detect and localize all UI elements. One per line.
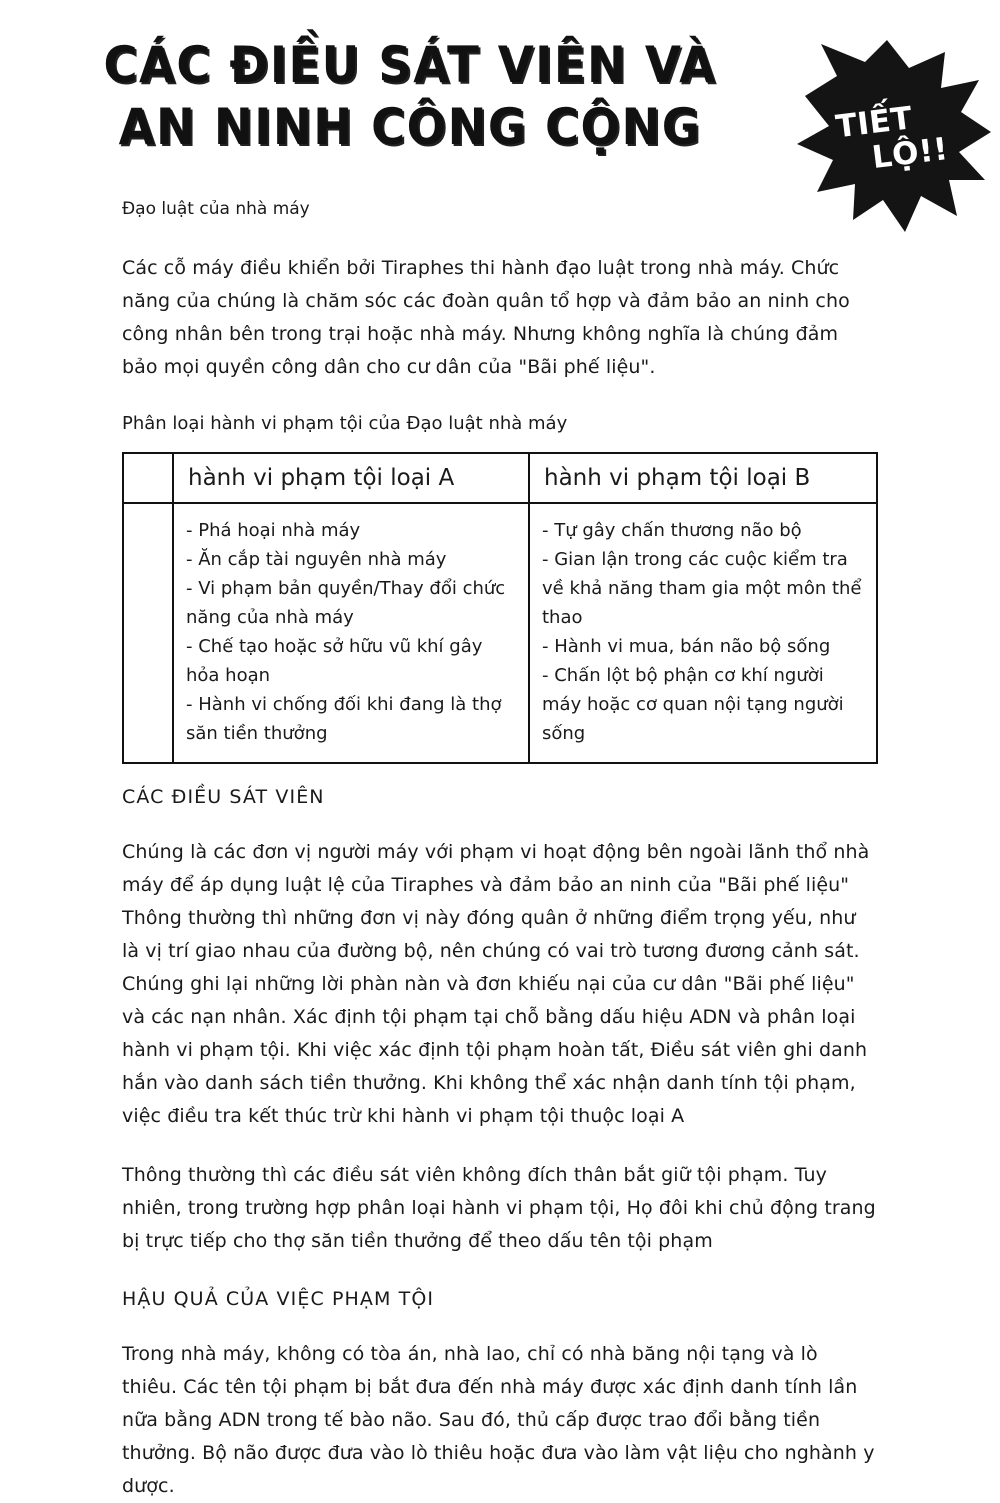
class-b-list-wrap: [530, 504, 876, 762]
intro-paragraph: Các cỗ máy điều khiển bởi Tiraphes thi hành đạo luật trong nhà máy. Chức năng của chúng là chăm sóc các đoàn quân tổ hợp và đảm bảo an ninh cho công nhân bên trong trại hoặc nhà máy. Nhưng không nghĩa là chúng đảm bảo mọi quyền công dân cho cư dân của "Bãi phế liệu".: [122, 257, 850, 378]
table-header-row: [123, 453, 877, 503]
list-item: - Chấn lột bộ phận cơ khí người máy hoặc cơ quan nội tạng người sống: [542, 665, 844, 744]
title-line-1: CÁC ĐIỀU SÁT VIÊN VÀ: [103, 36, 717, 94]
document-body: [122, 196, 878, 1503]
page-title: [0, 34, 820, 158]
list-item: - Gian lận trong các cuộc kiểm tra về khả năng tham gia một môn thể thao: [542, 549, 862, 628]
class-b-list: [542, 516, 868, 748]
crime-classification-table: [122, 452, 878, 764]
list-item: - Phá hoại nhà máy: [186, 520, 361, 541]
table-header-class-a-label: hành vi phạm tội loại A: [188, 465, 455, 491]
lead-label: Đạo luật của nhà máy: [122, 199, 310, 219]
list-item: - Ăn cắp tài nguyên nhà máy: [186, 549, 447, 570]
table-cell-class-a: [173, 503, 529, 763]
paragraph-arrest: Thông thường thì các điều sát viên không đích thân bắt giữ tội phạm. Tuy nhiên, trong trường hợp phân loại hành vi phạm tội, Họ đôi khi chủ động trang bị trực tiếp cho thợ săn tiền thưởng để theo dấu tên tội phạm: [122, 1164, 876, 1252]
table-label: Phân loại hành vi phạm tội của Đạo luật nhà máy: [122, 413, 568, 434]
table-header-blank: [123, 453, 173, 503]
table-body: [123, 503, 877, 763]
list-item: - Tự gây chấn thương não bộ: [542, 520, 802, 541]
table-cell-class-b: [529, 503, 877, 763]
class-a-list: [186, 516, 520, 748]
list-item: - Chế tạo hoặc sở hữu vũ khí gây hỏa hoạn: [186, 636, 483, 686]
table-header-class-b: [529, 453, 877, 503]
list-item: - Vi phạm bản quyền/Thay đổi chức năng của nhà máy: [186, 578, 506, 628]
table-cell-blank: [123, 503, 173, 763]
paragraph-investigators: Chúng là các đơn vị người máy với phạm vi hoạt động bên ngoài lãnh thổ nhà máy để áp dụng luật lệ của Tiraphes và đảm bảo an ninh của "Bãi phế liệu" Thông thường thì những đơn vị này đóng quân ở những điểm trọng yếu, như là vị trí giao nhau của đường bộ, nên chúng có vai trò tương đương cảnh sát. Chúng ghi lại những lời phàn nàn và đơn khiếu nại của cư dân "Bãi phế liệu" và các nạn nhân. Xác định tội phạm tại chỗ bằng dấu hiệu ADN và phân loại hành vi phạm tội. Khi việc xác định tội phạm hoàn tất, Điều sát viên ghi danh hắn vào danh sách tiền thưởng. Khi không thể xác nhận danh tính tội phạm, việc điều tra kết thúc trừ khi hành vi phạm tội thuộc loại A: [122, 841, 870, 1127]
table-row: [123, 503, 877, 763]
table-header-class-b-label: hành vi phạm tội loại B: [544, 465, 811, 491]
section-heading-investigators: CÁC ĐIỀU SÁT VIÊN: [122, 786, 325, 808]
class-a-list-wrap: [174, 504, 528, 762]
badge-word-1: TIẾT: [834, 100, 916, 146]
title-line-2: AN NINH CÔNG CỘNG: [118, 98, 702, 156]
section-heading-consequences: HẬU QUẢ CỦA VIỆC PHẠM TỘI: [122, 1288, 435, 1310]
table-header-class-a: [173, 453, 529, 503]
badge-word-2: LỘ!!: [869, 131, 951, 177]
table-head: [123, 453, 877, 503]
paragraph-consequences: Trong nhà máy, không có tòa án, nhà lao, chỉ có nhà băng nội tạng và lò thiêu. Các tên tội phạm bị bắt đưa đến nhà máy được xác định danh tính lần nữa bằng ADN trong tế bào não. Sau đó, thủ cấp được trao đổi bằng tiền thưởng. Bộ não được đưa vào lò thiêu hoặc đưa vào làm vật liệu cho nghành y dược.: [122, 1343, 875, 1497]
list-item: - Hành vi chống đối khi đang là thợ săn tiền thưởng: [186, 694, 502, 744]
list-item: - Hành vi mua, bán não bộ sống: [542, 636, 831, 657]
